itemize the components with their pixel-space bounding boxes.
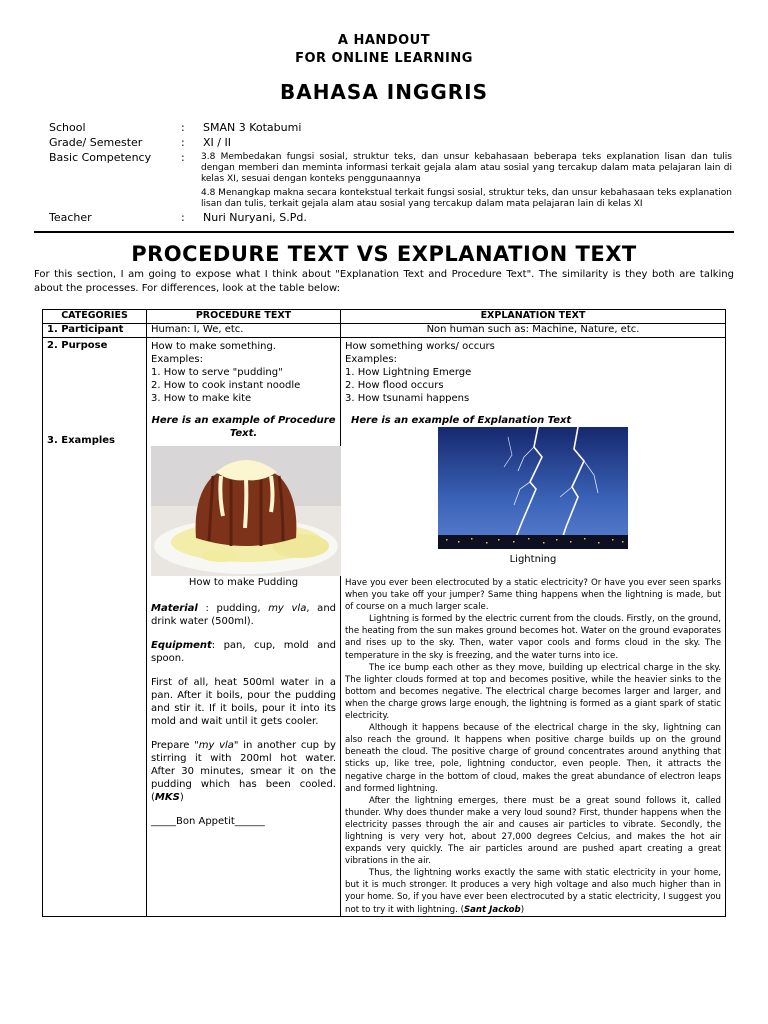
material-label: Material	[151, 603, 198, 614]
explanation-caption: Lightning	[509, 554, 557, 565]
explanation-example-heading: Here is an example of Explanation Text	[351, 415, 572, 426]
list-item: 3. How tsunami happens	[345, 393, 470, 404]
meta-competency	[49, 151, 203, 164]
paragraph-5: After the lightning emerges, there must be a great sound follows it, called thunder. Why does thunder make a very loud sound? First, thunder happens when the electricity passes through the air and causes air particles to vibrate. Secondly, the lightning is very very hot, about 27,000 degrees Celcius, and makes the hot air expands very quickly. The air particles around are pushed apart creating a great vibrations in the air.	[345, 795, 721, 867]
teacher-label: Teacher	[49, 211, 92, 224]
lightning-photo	[438, 427, 628, 549]
step2-italic: my vla	[198, 740, 234, 751]
list-item: How to make something.	[151, 341, 276, 352]
colon: :	[181, 136, 185, 149]
examples-label: 3. Examples	[47, 435, 116, 446]
procedure-body	[151, 602, 336, 828]
header-explanation: EXPLANATION TEXT	[341, 310, 726, 324]
colon: :	[181, 121, 185, 134]
list-item: 3. How to make kite	[151, 393, 252, 404]
paragraph-1: Have you ever been electrocuted by a static electricity? Or have you ever seen sparks when you take off your jumper? Same thing happens when the lightning is made, but of course on a much larger scale.	[345, 578, 721, 613]
list-item: How something works/ occurs	[345, 341, 495, 352]
step2-text: Prepare "	[151, 740, 199, 751]
paragraph-4: Although it happens because of the electrical charge in the sky, lightning can also reach the ground. It happens when positive charge builds up on the ground beneath the cloud. The positive charge of ground concentrates around anything that sticks up, like tree, pole, lightning conductor, even people. Then, it attracts the negative charge in the bottom of cloud, makes the great abundance of electron leaps and formed lightning.	[345, 723, 721, 794]
paragraph-6	[345, 867, 721, 915]
paragraph-6-close: )	[520, 904, 525, 915]
school-label: School	[49, 121, 86, 134]
equipment-text: : pan, cup, mold and spoon.	[151, 640, 336, 664]
meta-teacher	[49, 211, 307, 224]
closing-line: _____Bon Appetit______	[151, 816, 265, 827]
competency-label: Basic Competency	[49, 151, 152, 164]
purpose-examples-labels	[43, 338, 147, 917]
participant-label: 1. Participant	[43, 324, 147, 338]
paragraph-6-text: Thus, the lightning works exactly the same with static electricity in your home, but it is much stronger. It produces a very high voltage and also much higher than in your home. So, if you have ever been electrocuted by a static electricity, I suggest you not to try it with lightning. (	[345, 868, 721, 915]
step-2	[151, 739, 336, 804]
list-item: 1. How to serve "pudding"	[151, 367, 283, 378]
paragraph-3: The ice bump each other as they move, building up electrical charge in the sky. The lighter clouds formed at top and becomes positive, while the heavier sinks to the bottom and becomes negative. The electrical charge becomes larger and larger, and when the charge grows large enough, the lightning is formed as a giant spark of static electricity.	[345, 662, 721, 722]
list-item: 2. How to cook instant noodle	[151, 380, 301, 391]
equipment-line	[151, 639, 336, 665]
step-1: First of all, heat 500ml water in a pan. After it boils, pour the pudding and stir it. If it boils, pour it into its mold and wait until it gets cooler.	[151, 677, 336, 727]
grade-label: Grade/ Semester	[49, 136, 143, 149]
subject-title: BAHASA INGGRIS	[279, 80, 489, 104]
purpose-explanation	[345, 340, 721, 405]
grade-value: XI / II	[203, 136, 231, 149]
explanation-column	[341, 338, 726, 917]
intro-paragraph: For this section, I am going to expose what I think about "Explanation Text and Procedure Text". The similarity is they both are talking about the processes. For differences, look at the table below:	[34, 269, 734, 294]
material-text: : pudding,	[197, 603, 269, 614]
list-item: 1. How Lightning Emerge	[345, 367, 472, 378]
page-title: PROCEDURE TEXT VS EXPLANATION TEXT	[131, 242, 637, 266]
material-line	[151, 602, 336, 628]
material-text-end: , and drink water (500ml).	[151, 603, 336, 627]
paragraph-2: Lightning is formed by the electric current from the clouds. Firstly, on the ground, the heating from the sun makes ground becomes hot. Water on the ground evaporates and rises up to the sky. Then, water vapor cools and forms cloud in the sky. The temperature in the sky is freezing, and the water turns into ice.	[345, 614, 721, 661]
participant-explanation: Non human such as: Machine, Nature, etc.	[341, 324, 726, 338]
equipment-label: Equipment	[151, 640, 212, 651]
explanation-body	[345, 577, 721, 916]
comparison-table	[42, 309, 726, 917]
paragraph-6-author: Sant Jackob	[463, 904, 521, 915]
handout-title: A HANDOUT	[337, 33, 431, 48]
header-categories: CATEGORIES	[43, 310, 147, 324]
competency-4-8: 4.8 Menangkap makna secara kontekstual terkait fungsi sosial, struktur teks, dan unsur kebahasaan teks explanation lisan dan tulis, terkait gejala alam atau sosial yang tercakup dalam mata pelajaran lain di kelas XI	[201, 188, 732, 209]
list-item: Examples:	[345, 354, 397, 365]
school-value: SMAN 3 Kotabumi	[203, 121, 302, 134]
step2-close: )	[179, 792, 184, 803]
row-purpose-examples	[43, 338, 726, 917]
colon: :	[181, 211, 185, 224]
teacher-value: Nuri Nuryani, S.Pd.	[203, 211, 307, 224]
handout-subtitle: FOR ONLINE LEARNING	[295, 51, 473, 66]
competency-3-8: 3.8 Membedakan fungsi sosial, struktur teks, dan unsur kebahasaan beberapa teks explanation lisan dan tulis dengan memberi dan meminta informasi terkait gejala alam atau sosial yang tercakup dalam mata pelajaran lain di kelas XI, sesuai dengan konteks penggunaannya	[201, 152, 732, 184]
pudding-photo	[151, 446, 341, 576]
table-header-row	[43, 310, 726, 324]
procedure-caption: How to make Pudding	[188, 577, 299, 588]
list-item: Examples:	[151, 354, 203, 365]
list-item: 2. How flood occurs	[345, 380, 444, 391]
purpose-label: 2. Purpose	[47, 340, 108, 351]
step2-text-cont: " in another cup by stirring it with 200ml hot water. After 30 minutes, smear it on the pudding which has been cooled. (	[151, 740, 336, 803]
meta-school	[49, 121, 301, 134]
step2-author: MKS	[154, 792, 180, 803]
divider	[34, 231, 734, 233]
purpose-procedure	[151, 340, 336, 405]
material-text-italic: my vla	[268, 603, 307, 614]
procedure-column	[147, 338, 341, 917]
colon: :	[181, 151, 185, 164]
row-participant	[43, 324, 726, 338]
meta-grade	[49, 136, 231, 149]
participant-procedure: Human: I, We, etc.	[147, 324, 341, 338]
header-procedure: PROCEDURE TEXT	[147, 310, 341, 324]
procedure-example-heading: Here is an example of Procedure Text.	[151, 415, 336, 439]
